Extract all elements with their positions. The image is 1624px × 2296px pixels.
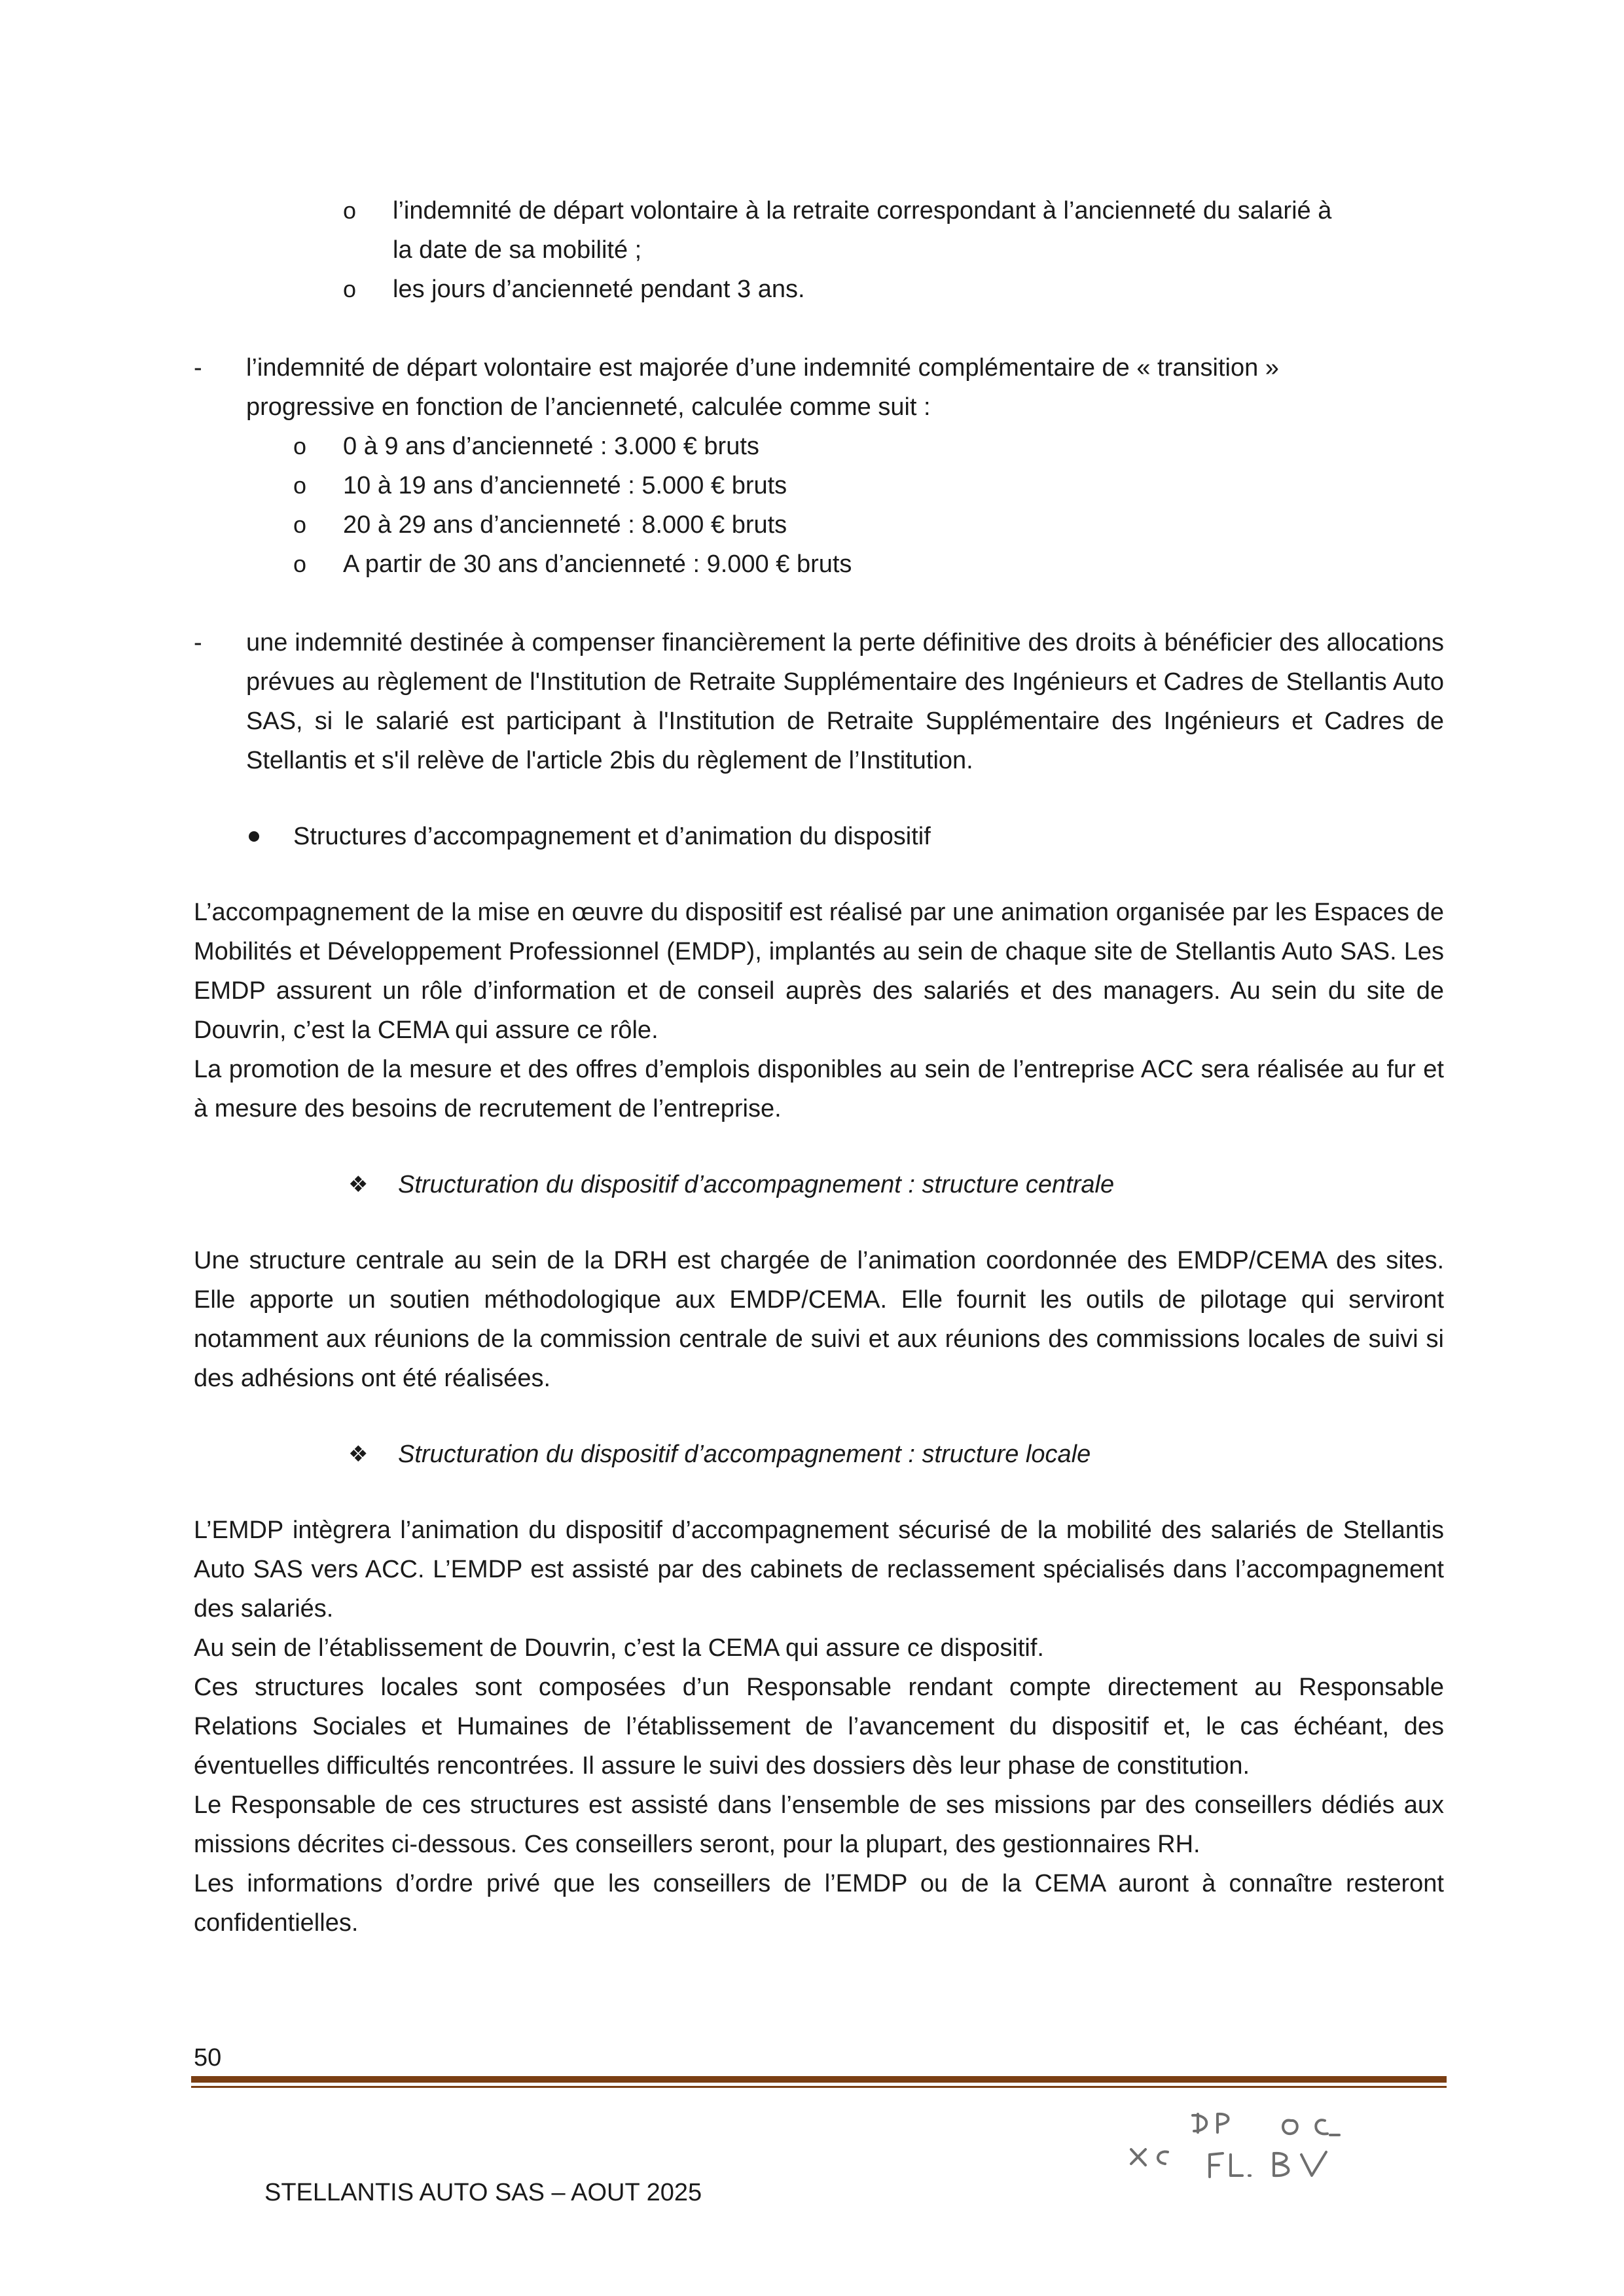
- page-content: [194, 191, 1444, 1943]
- list-item: [194, 270, 1444, 309]
- bullet-icon: [249, 831, 259, 842]
- list-item-text: les jours d’ancienneté pendant 3 ans.: [393, 276, 805, 303]
- handwritten-initials-signature: [1119, 2094, 1368, 2186]
- footer-rule-thin: [191, 2086, 1447, 2088]
- list-marker: o: [293, 550, 307, 577]
- list-item: [194, 505, 1444, 545]
- footer-text: STELLANTIS AUTO SAS – AOUT 2025: [264, 2179, 702, 2206]
- list-item-text: 0 à 9 ans d’ancienneté : 3.000 € bruts: [343, 433, 759, 460]
- dash-list-item: [194, 623, 1444, 780]
- subsection-heading-text: Structuration du dispositif d’accompagnement : structure centrale: [398, 1171, 1115, 1198]
- list-marker: o: [293, 511, 307, 538]
- list-item: [194, 545, 1444, 584]
- list-marker: o: [293, 472, 307, 499]
- dash-item-text: une indemnité destinée à compenser financièrement la perte définitive des droits à bénéficier des allocations prévues au règlement de l'Institution de Retraite Supplémentaire des Ingénieurs et Cadres de Stellantis Auto SAS, si le salarié est participant à l'Institution de Retraite Supplémentaire des Ingénieurs et Cadres de Stellantis et s'il relève de l'article 2bis du règlement de l’Institution.: [246, 629, 1444, 774]
- page-number: 50: [194, 2044, 222, 2072]
- footer-rule-thick: [191, 2076, 1447, 2083]
- list-marker: o: [343, 197, 357, 224]
- seniority-list: [194, 427, 1444, 584]
- list-item: [194, 466, 1444, 505]
- paragraph: Au sein de l’établissement de Douvrin, c’est la CEMA qui assure ce dispositif.: [194, 1634, 1044, 1662]
- dash-marker: -: [194, 354, 202, 382]
- paragraph: La promotion de la mesure et des offres d’emplois disponibles au sein de l’entreprise ACC sera réalisée au fur et à mesure des besoins de recrutement de l’entreprise.: [194, 1056, 1444, 1122]
- section-heading: [194, 817, 1444, 856]
- paragraph: Le Responsable de ces structures est assisté dans l’ensemble de ses missions par des conseillers dédiés aux missions décrites ci-dessous. Ces conseillers seront, pour la plupart, des gestionnaires RH.: [194, 1791, 1444, 1858]
- diamond-bullet-icon: ❖: [348, 1172, 369, 1197]
- list-marker: o: [293, 433, 307, 459]
- dash-list-item: [194, 348, 1444, 427]
- section-heading-text: Structures d’accompagnement et d’animation du dispositif: [293, 823, 931, 850]
- paragraph: Ces structures locales sont composées d’un Responsable rendant compte directement au Responsable Relations Sociales et Humaines de l’établissement de l’avancement du dispositif et, le cas échéant, des éventuelles difficultés rencontrées. Il assure le suivi des dossiers dès leur phase de constitution.: [194, 1674, 1444, 1780]
- list-item-text: l’indemnité de départ volontaire à la retraite correspondant à l’ancienneté du salarié à: [393, 197, 1332, 224]
- top-sub-list: [194, 191, 1444, 309]
- list-item: [194, 427, 1444, 466]
- list-item-text-cont: la date de sa mobilité ;: [393, 236, 642, 264]
- list-item-text: 10 à 19 ans d’ancienneté : 5.000 € bruts: [343, 472, 787, 499]
- paragraph: L’accompagnement de la mise en œuvre du dispositif est réalisé par une animation organisée par les Espaces de Mobilités et Développement Professionnel (EMDP), implantés au sein de chaque site de Stellantis Auto SAS. Les EMDP assurent un rôle d’information et de conseil auprès des salariés et des managers. Au sein du site de Douvrin, c’est la CEMA qui assure ce rôle.: [194, 899, 1444, 1044]
- subsection-heading: [194, 1165, 1444, 1204]
- subsection-heading: [194, 1435, 1444, 1474]
- dash-item-text-cont: progressive en fonction de l’ancienneté, calculée comme suit :: [246, 393, 931, 421]
- list-item-text: A partir de 30 ans d’ancienneté : 9.000 € bruts: [343, 550, 852, 578]
- list-item-text: 20 à 29 ans d’ancienneté : 8.000 € bruts: [343, 511, 787, 539]
- paragraph: L’EMDP intègrera l’animation du dispositif d’accompagnement sécurisé de la mobilité des salariés de Stellantis Auto SAS vers ACC. L’EMDP est assisté par des cabinets de reclassement spécialisés dans l’accompagnement des salariés.: [194, 1516, 1444, 1623]
- dash-marker: -: [194, 629, 202, 656]
- diamond-bullet-icon: ❖: [348, 1442, 369, 1467]
- subsection-heading-text: Structuration du dispositif d’accompagnement : structure locale: [398, 1441, 1091, 1468]
- paragraph: Les informations d’ordre privé que les conseillers de l’EMDP ou de la CEMA auront à connaître resteront confidentielles.: [194, 1870, 1444, 1937]
- paragraph: Une structure centrale au sein de la DRH est chargée de l’animation coordonnée des EMDP/CEMA des sites. Elle apporte un soutien méthodologique aux EMDP/CEMA. Elle fournit les outils de pilotage qui serviront notamment aux réunions de la commission centrale de suivi et aux réunions des commissions locales de suivi si des adhésions ont été réalisées.: [194, 1247, 1444, 1392]
- list-item: [194, 191, 1444, 270]
- list-marker: o: [343, 276, 357, 302]
- dash-item-text: l’indemnité de départ volontaire est majorée d’une indemnité complémentaire de « transition »: [246, 354, 1279, 382]
